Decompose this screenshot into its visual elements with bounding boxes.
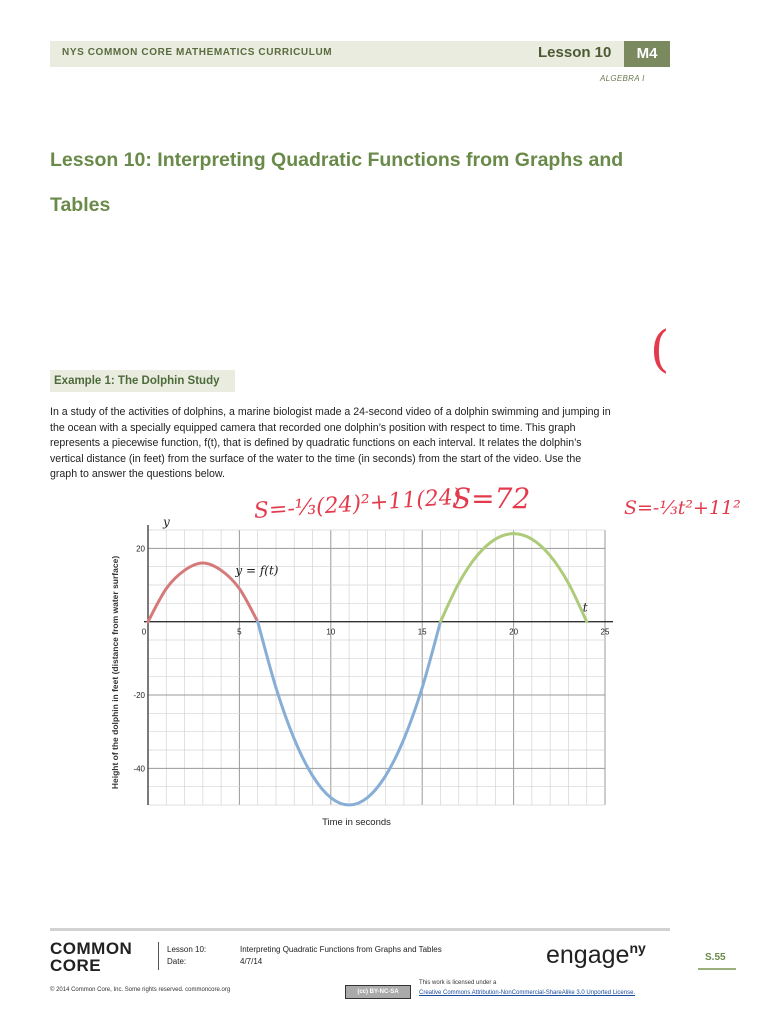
lesson-title-line2: Tables [50,194,111,216]
engage-sup: ny [629,940,646,956]
x-tick-label: 10 [326,627,336,637]
license-link[interactable]: Creative Commons Attribution-NonCommercial-ShareAlike 3.0 Unported License. [419,990,636,996]
x-tick-label: 5 [237,627,242,637]
function-label: y = f(t) [235,563,279,578]
chart-grid-vertical [148,530,605,805]
x-tick-labels [142,628,610,637]
example-title: Example 1: The Dolphin Study [54,375,220,387]
header-subject: ALGEBRA I [600,74,645,83]
footer-lesson-label: Lesson 10: [167,945,207,954]
header-module-badge: M4 [624,41,670,67]
paragraph-line: graph to answer the questions below. [50,468,225,481]
chart-svg [100,510,620,830]
handwritten-note-3-text: S=-⅓t²+11² [624,497,741,519]
handwritten-mark-svg [648,310,672,380]
footer-date-value: 4/7/14 [240,957,263,966]
paragraph-line: vertical distance (in feet) from the surface of the water to the time (in seconds) from the start of the video. Use the [50,452,582,465]
x-axis-label: Time in seconds [322,817,391,828]
y-axis-label: Height of the dolphin in feet (distance from water surface) [110,555,120,790]
y-tick-label: -20 [133,691,145,700]
footer-rule [50,928,670,931]
engage-text: engage [546,941,630,969]
handwritten-note-3-svg [622,484,752,528]
y-axis-variable: y [163,515,170,529]
header-curriculum: NYS COMMON CORE MATHEMATICS CURRICULUM [62,47,333,58]
page-number: S.55 [705,952,726,963]
example-paragraph [50,405,670,483]
cc-license-badge: (cc) BY-NC-SA [345,985,411,999]
paragraph-line: represents a piecewise function, f(t), that is defined by quadratic functions on each interval. It relates the dolphin’s [50,437,582,450]
y-tick-label: -40 [133,764,145,774]
x-tick-label: 15 [417,627,427,637]
handwritten-note-2-text: S=72 [452,482,531,515]
dolphin-chart [100,510,620,835]
engageny-logo [546,940,646,970]
y-tick-labels [133,544,145,773]
paragraph-line: In a study of the activities of dolphins, a marine biologist made a 24-second video of a dolphin swimming and jumping in [50,406,611,418]
lesson-title-line1: Lesson 10: Interpreting Quadratic Functions from Graphs and [50,149,624,171]
lesson-title [50,138,700,228]
handwritten-mark-text: ( [650,320,670,378]
logo-line2: CORE [50,956,102,975]
paragraph-line: the ocean with a specially equipped camera that recorded one dolphin’s position with respect to time. This graph [50,421,576,434]
x-axis-variable: t [582,600,588,615]
footer-lesson-value: Interpreting Quadratic Functions from Graphs and Tables [240,945,442,954]
y-tick-label: 20 [136,544,145,554]
x-tick-label: 0 [141,627,147,637]
common-core-logo [50,940,132,974]
handwritten-note-1-text: S=-⅓(24)²+11(24) [253,484,463,525]
chart-grid-horizontal [148,530,605,805]
copyright-text: © 2014 Common Core, Inc. Some rights reserved. commoncore.org [50,987,231,993]
x-tick-label: 20 [509,627,519,637]
license-text: This work is licensed under a [419,980,497,986]
footer-divider [158,942,159,970]
handwritten-note-3 [622,484,752,533]
x-tick-label: 25 [600,627,610,637]
page-number-rule [698,968,736,970]
handwritten-mark [648,310,672,385]
header-lesson: Lesson 10 [538,44,612,61]
logo-line1: COMMON [50,939,133,958]
footer-date-label: Date: [167,957,187,966]
